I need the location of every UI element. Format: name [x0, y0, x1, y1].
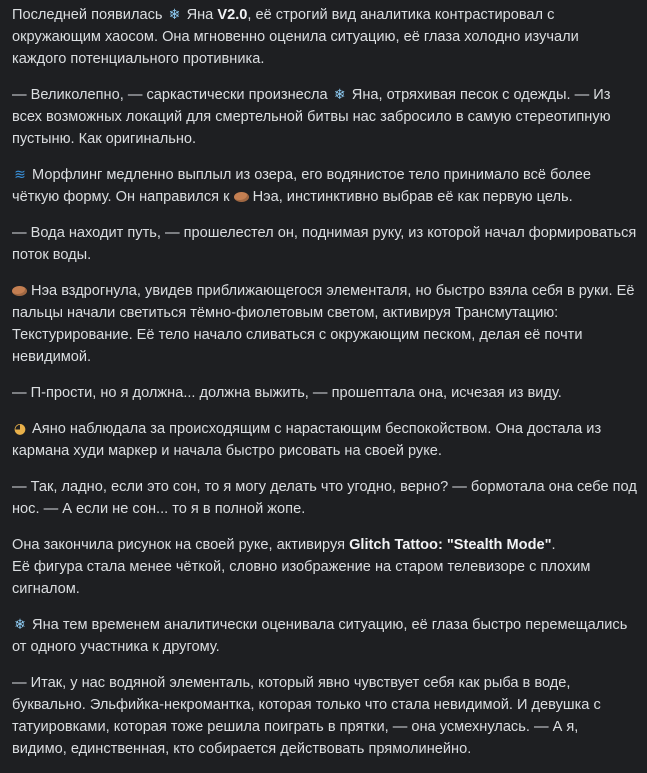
paragraph-yana-analysis: [12, 614, 637, 658]
text: — Итак, у нас водяной элементаль, который явно чувствует себя как рыба в воде, буквально. Эльфийка-некромантка, которая только что стала невидимой. И девушка с татуировками, которая тоже решила поиграть в прятки, — она усмехнулась. — А я, видимо, единственная, кто собирается действовать прямолинейно.: [12, 675, 601, 757]
paragraph-nea-camouflage: [12, 280, 637, 368]
text: Яна: [182, 7, 218, 23]
snowflake-icon: ❄: [14, 617, 26, 633]
bold-text: V2.0: [217, 7, 248, 23]
text: Нэа вздрогнула, увидев приближающегося элементаля, но быстро взяла себя в руки. Её пальцы начали светиться тёмно-фиолетовым светом, активируя Трансмутацию: Текстурирование. Её тело начало сливаться с окружающим песком, делая её почти невидимой.: [12, 283, 635, 365]
text: Она закончила рисунок на своей руке, активируя: [12, 537, 350, 553]
paragraph-ayano-drawing: [12, 418, 637, 462]
paragraph-yana-summary: [12, 672, 637, 760]
snowflake-icon: ❄: [168, 7, 181, 23]
artist-palette-icon: ◕: [13, 421, 27, 437]
paragraph-morphling-emerges: [12, 164, 637, 208]
text: — Вода находит путь, — прошелестел он, поднимая руку, из которой начал формироваться поток воды.: [12, 225, 637, 263]
text: Аяно наблюдала за происходящим с нарастающим беспокойством. Она достала из кармана худи маркер и начала быстро рисовать на своей руке.: [12, 421, 602, 459]
text: , её строгий вид аналитика контрастировал с окружающим хаосом. Она мгновенно оценила ситуацию, её глаза холодно изучали каждого потенциального противника.: [12, 7, 579, 67]
paragraph-yana-arrival: [12, 4, 637, 70]
text: .: [551, 537, 556, 553]
text: Яна, отряхивая песок с одежды. — Из всех возможных локаций для смертельной битвы нас забросило в самую стереотипную пустыню. Как оригинально.: [12, 87, 611, 147]
text: Её фигура стала менее чёткой, словно изображение на старом телевизоре с плохим сигналом.: [12, 559, 591, 597]
text: — Так, ладно, если это сон, то я могу делать что угодно, верно? — бормотала она себе под нос. — А если не сон... то я в полной жопе.: [12, 479, 637, 517]
text: — Великолепно, — саркастически произнесла: [12, 87, 332, 103]
text: Нэа, инстинктивно выбрав её как первую цель.: [248, 189, 573, 205]
text: Морфлинг медленно выплыл из озера, его водянистое тело принимало всё более чёткую форму. Он направился к: [12, 167, 591, 205]
potato-icon: [12, 286, 27, 296]
paragraph-glitch-tattoo: [12, 534, 637, 600]
bold-text: Glitch Tattoo: "Stealth Mode": [349, 537, 552, 553]
paragraph-morphling-speech: [12, 222, 637, 266]
snowflake-icon: ❄: [333, 87, 346, 103]
potato-icon: [234, 192, 249, 202]
text: — П-прости, но я должна... должна выжить, — прошептала она, исчезая из виду.: [12, 385, 562, 401]
text: Яна тем временем аналитически оценивала ситуацию, её глаза быстро перемещались от одного участника к другому.: [12, 617, 628, 655]
water-wave-icon: ≋: [14, 167, 26, 183]
paragraph-ayano-mutter: [12, 476, 637, 520]
text: Последней появилась: [12, 7, 167, 23]
paragraph-yana-sarcasm: [12, 84, 637, 150]
paragraph-nea-whisper: [12, 382, 637, 404]
